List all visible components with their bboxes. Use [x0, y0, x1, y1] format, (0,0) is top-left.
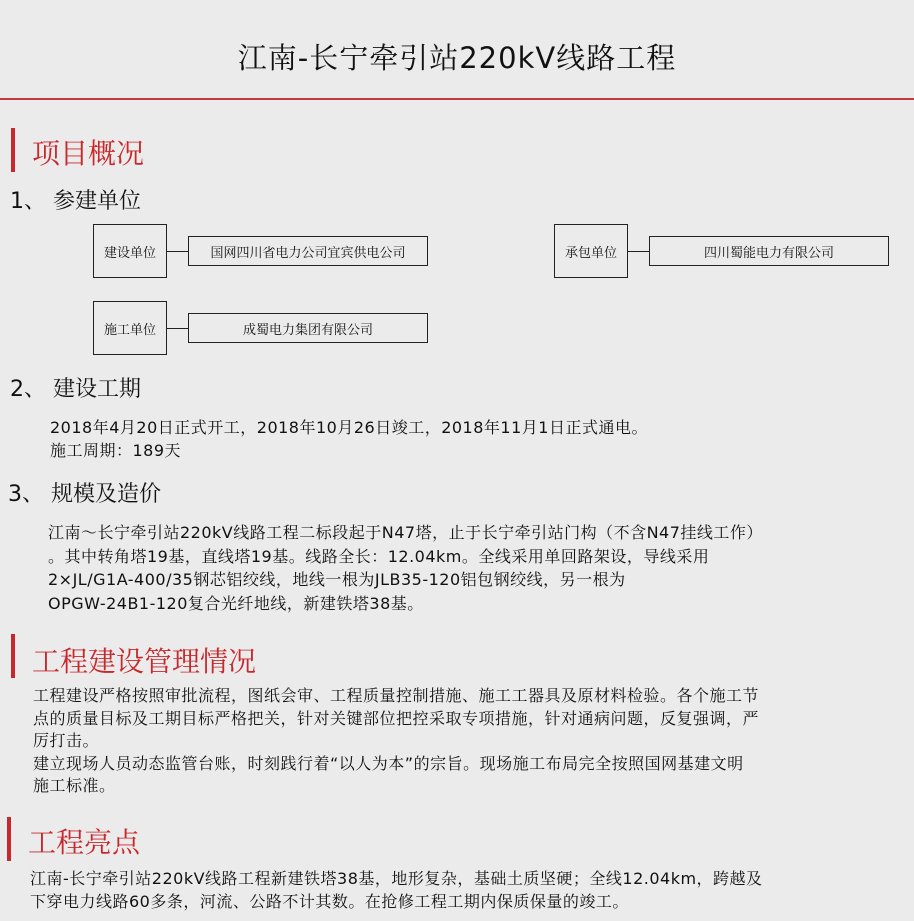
unit-name-box: 国网四川省电力公司宜宾供电公司: [188, 236, 428, 266]
connector-line: [628, 251, 649, 252]
text-line: OPGW-24B1-120复合光纤地线，新建铁塔38基。: [48, 593, 424, 613]
highlights-text: [30, 867, 763, 913]
subheading-period: 2、 建设工期: [10, 377, 141, 402]
scale-text: [48, 521, 763, 615]
connector-line: [167, 328, 188, 329]
section-bar: [7, 817, 11, 861]
text-line: 2×JL/G1A-400/35钢芯铝绞线，地线一根为JLB35-120铝包钢绞线，另一根为: [48, 570, 626, 589]
section-bar: [11, 128, 15, 172]
connector-line: [167, 251, 188, 252]
text-line: 点的质量目标及工期目标严格把关，针对关键部位把控采取专项措施，针对通病问题，反复强调，严: [33, 708, 760, 728]
text-line: 建立现场人员动态监管台账，时刻践行着“以人为本”的宗旨。现场施工布局完全按照国网基建文明: [33, 753, 744, 773]
text-line: 工程建设严格按照审批流程，图纸会审、工程质量控制措施、施工工器具及原材料检验。各个施工节: [33, 686, 760, 705]
section-heading-highlights: 工程亮点: [28, 826, 141, 859]
text-line: 厉打击。: [33, 731, 100, 750]
header-divider: [0, 98, 914, 100]
text-line: 施工周期：189天: [50, 441, 182, 460]
unit-role-box: 施工单位: [93, 301, 167, 355]
management-text: [33, 685, 759, 798]
unit-name-box: 成蜀电力集团有限公司: [188, 313, 428, 343]
text-line: 2018年4月20日正式开工，2018年10月26日竣工，2018年11月1日正式通电。: [50, 418, 648, 437]
text-line: 江南-长宁牵引站220kV线路工程新建铁塔38基，地形复杂，基础土质坚硬；全线12.04km，跨越及: [30, 869, 763, 888]
text-line: 施工标准。: [33, 776, 116, 795]
unit-role-box: 承包单位: [554, 224, 628, 278]
text-line: 江南～长宁牵引站220kV线路工程二标段起于N47塔，止于长宁牵引站门构（不含N47挂线工作）: [48, 523, 763, 542]
section-heading-management: 工程建设管理情况: [32, 645, 257, 678]
unit-name-box: 四川蜀能电力有限公司: [649, 236, 889, 266]
section-bar: [11, 634, 15, 678]
period-text: [50, 416, 648, 462]
subheading-participants: 1、 参建单位: [10, 189, 141, 214]
unit-role-box: 建设单位: [93, 224, 167, 278]
subheading-scale: 3、 规模及造价: [8, 482, 161, 507]
page-title: 江南-长宁牵引站220kV线路工程: [237, 41, 677, 75]
text-line: 。其中转角塔19基，直线塔19基。线路全长：12.04km。全线采用单回路架设，导线采用: [48, 546, 710, 566]
text-line: 下穿电力线路60多条，河流、公路不计其数。在抢修工程工期内保质保量的竣工。: [30, 892, 629, 911]
section-heading-overview: 项目概况: [32, 137, 145, 170]
